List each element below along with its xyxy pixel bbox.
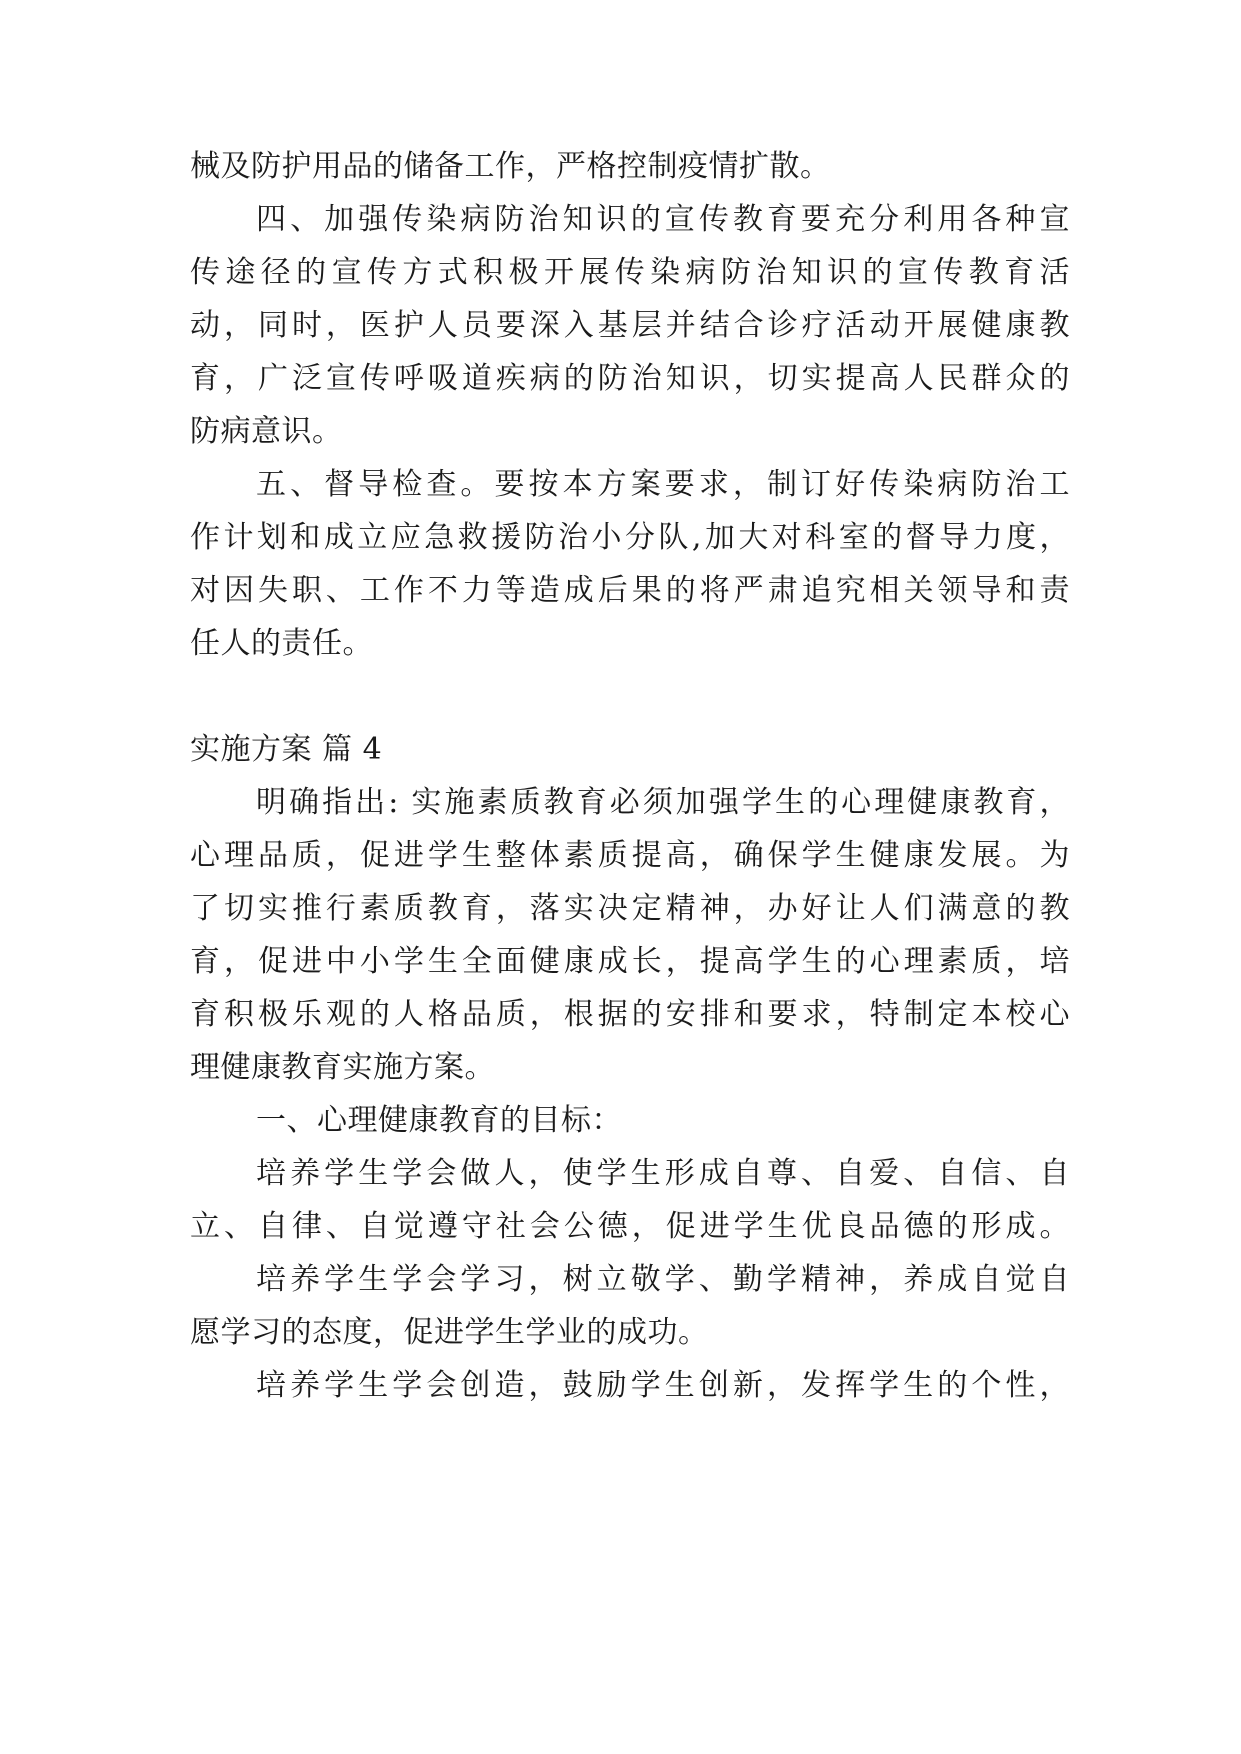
text-line: 立、自律、自觉遵守社会公德，促进学生优良品德的形成。 — [190, 1209, 1070, 1244]
text-line: 育，促进中小学生全面健康成长，提高学生的心理素质，培 — [190, 944, 1070, 979]
text-line: 动，同时，医护人员要深入基层并结合诊疗活动开展健康教 — [190, 308, 1070, 343]
paragraph-5-start: 五、督导检查。要按本方案要求，制订好传染病防治工 — [256, 467, 1070, 502]
text-line: 任人的责任。 — [190, 626, 373, 661]
subheading-goals: 一、心理健康教育的目标： — [256, 1103, 622, 1138]
text-line: 理健康教育实施方案。 — [190, 1050, 495, 1085]
text-line: 对因失职、工作不力等造成后果的将严肃追究相关领导和责 — [190, 573, 1070, 608]
paragraph-intro-start: 明确指出: 实施素质教育必须加强学生的心理健康教育， — [256, 785, 1070, 820]
paragraph-goal-2-start: 培养学生学会学习，树立敬学、勤学精神，养成自觉自 — [256, 1262, 1070, 1297]
text-line: 育，广泛宣传呼吸道疾病的防治知识，切实提高人民群众的 — [190, 361, 1070, 396]
text-line: 防病意识。 — [190, 414, 343, 449]
text-line: 育积极乐观的人格品质，根据的安排和要求，特制定本校心 — [190, 997, 1070, 1032]
text-line: 心理品质，促进学生整体素质提高，确保学生健康发展。为 — [190, 838, 1070, 873]
text-line: 械及防护用品的储备工作，严格控制疫情扩散。 — [190, 149, 831, 184]
text-line: 愿学习的态度，促进学生学业的成功。 — [190, 1315, 709, 1350]
text-line: 传途径的宣传方式积极开展传染病防治知识的宣传教育活 — [190, 255, 1070, 290]
paragraph-4-start: 四、加强传染病防治知识的宣传教育要充分利用各种宣 — [256, 202, 1070, 237]
paragraph-goal-1-start: 培养学生学会做人，使学生形成自尊、自爱、自信、自 — [256, 1156, 1070, 1191]
text-line: 作计划和成立应急救援防治小分队,加大对科室的督导力度， — [190, 520, 1070, 555]
text-line: 了切实推行素质教育，落实决定精神，办好让人们满意的教 — [190, 891, 1070, 926]
section-heading: 实施方案 篇 4 — [190, 732, 383, 767]
paragraph-goal-3-start: 培养学生学会创造，鼓励学生创新，发挥学生的个性， — [256, 1368, 1070, 1403]
